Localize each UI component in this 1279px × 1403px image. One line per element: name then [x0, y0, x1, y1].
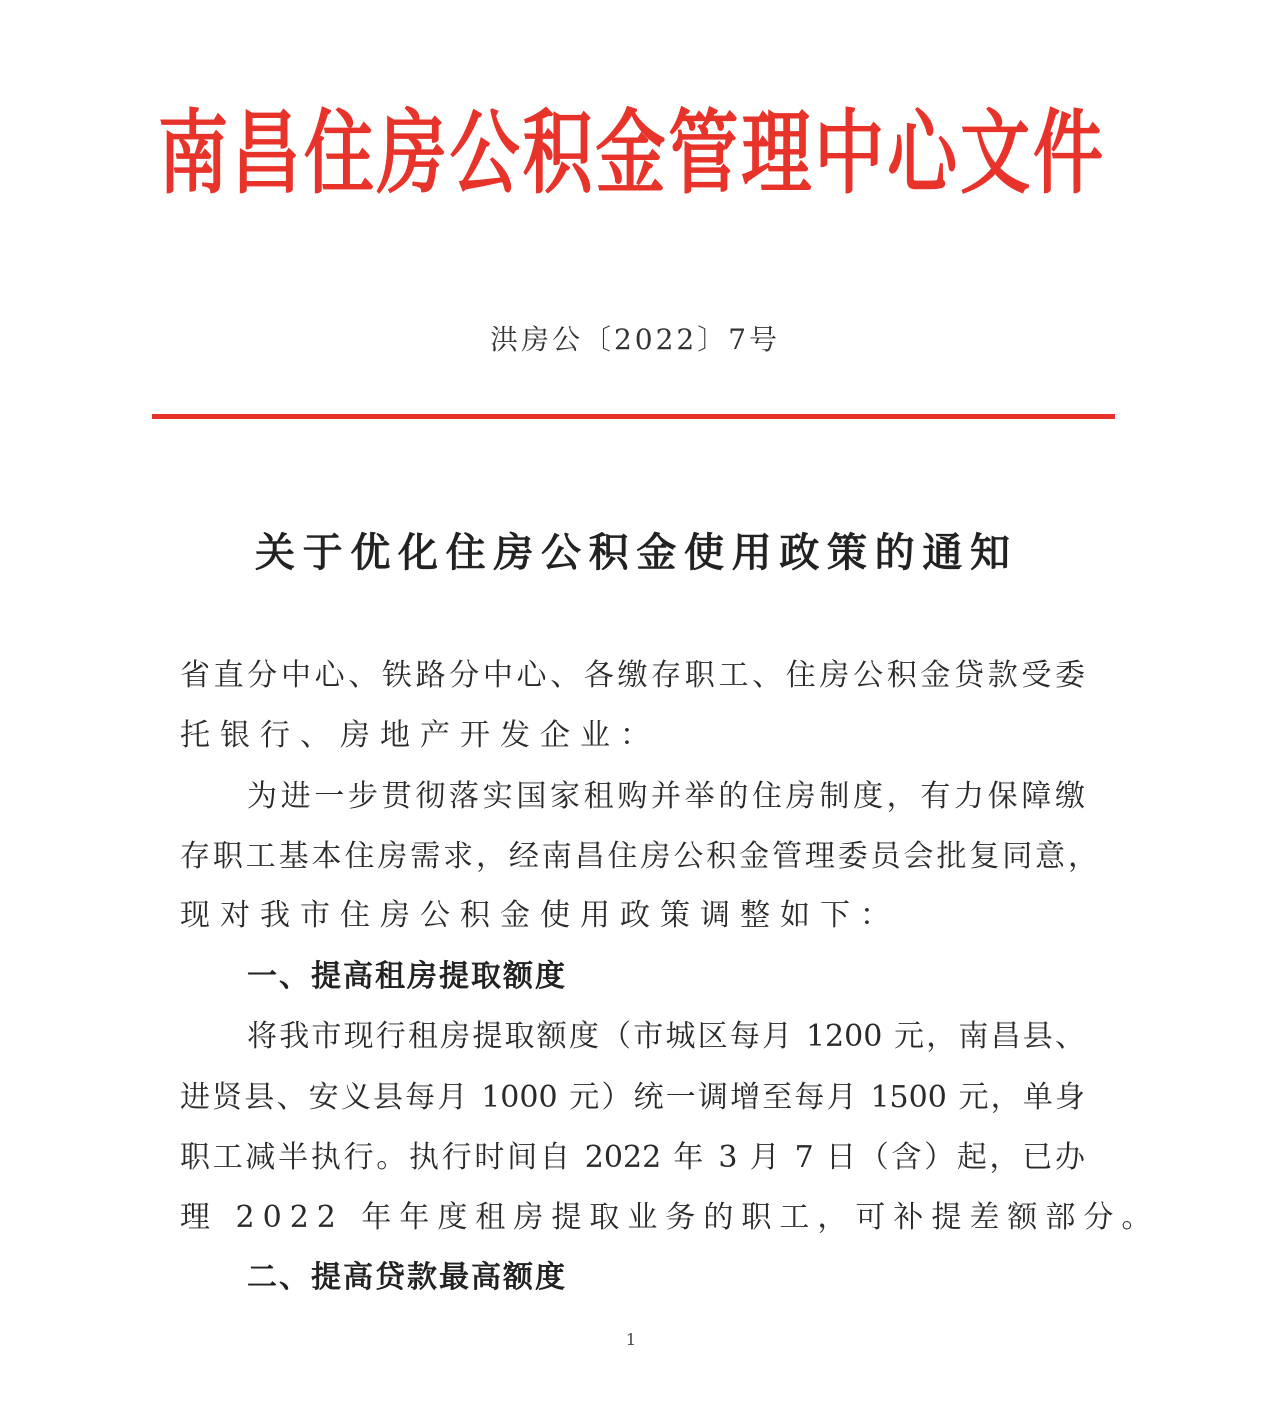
section-heading: 一、提高租房提取额度	[247, 959, 567, 994]
document-title: 关于优化住房公积金使用政策的通知	[255, 530, 1010, 576]
red-divider	[152, 414, 1115, 419]
section-line: 职工减半执行。执行时间自 2022 年 3 月 7 日（含）起，已办	[180, 1140, 1085, 1175]
addressee-line: 托银行、房地产开发企业：	[180, 718, 660, 753]
intro-line: 为进一步贯彻落实国家租购并举的住房制度，有力保障缴	[247, 779, 1085, 814]
section-line: 理 2022 年年度租房提取业务的职工，可补提差额部分。	[180, 1200, 1160, 1235]
addressee-line: 省直分中心、铁路分中心、各缴存职工、住房公积金贷款受委	[180, 658, 1085, 693]
intro-line: 存职工基本住房需求，经南昌住房公积金管理委员会批复同意，	[180, 839, 1098, 874]
page-number: 1	[625, 1330, 637, 1349]
section-line: 进贤县、安义县每月 1000 元）统一调增至每月 1500 元，单身	[180, 1080, 1085, 1115]
document-number: 洪房公〔2022〕7号	[489, 323, 781, 356]
section-heading: 二、提高贷款最高额度	[247, 1260, 567, 1295]
issuing-org-header: 南昌住房公积金管理中心文件	[158, 100, 1103, 207]
section-line: 将我市现行租房提取额度（市城区每月 1200 元，南昌县、	[247, 1019, 1085, 1054]
intro-line: 现对我市住房公积金使用政策调整如下：	[180, 898, 900, 933]
